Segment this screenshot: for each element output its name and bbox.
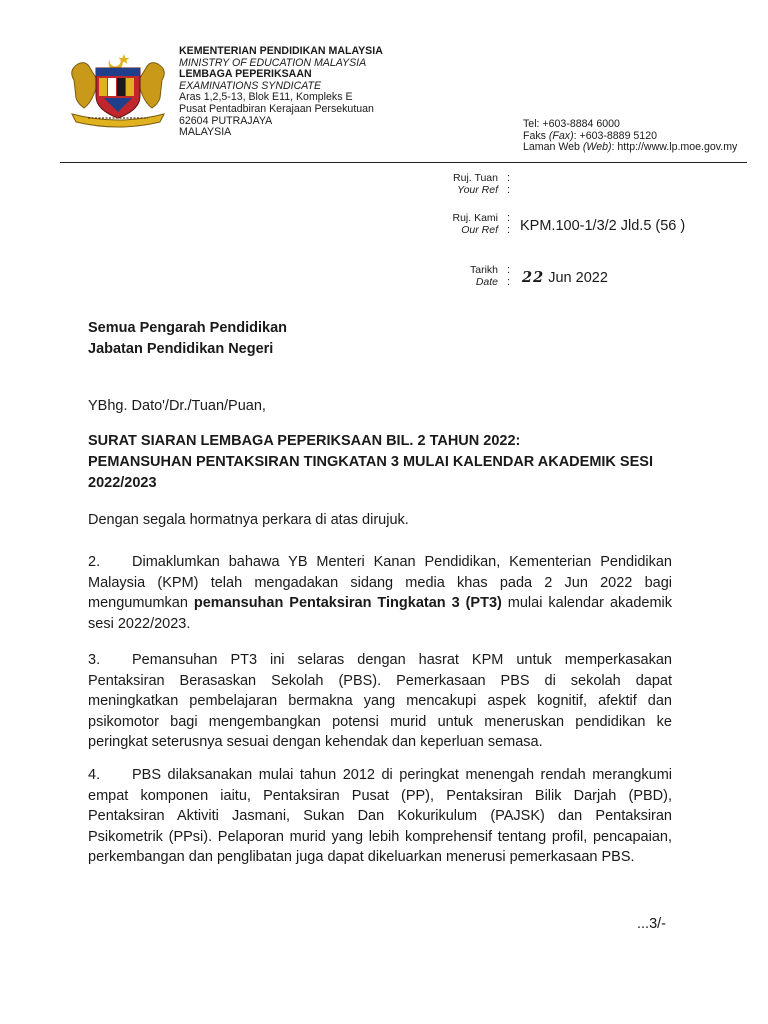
web-label: Laman Web — [523, 141, 583, 154]
colon: : — [507, 172, 511, 184]
subject-line: SURAT SIARAN LEMBAGA PEPERIKSAAN BIL. 2 TAHUN 2022: — [88, 433, 521, 449]
malaysia-coat-of-arms-logo — [66, 50, 170, 128]
date-colons — [507, 264, 510, 288]
date-day-handwritten: 22 — [522, 269, 545, 286]
org-line: 62604 PUTRAJAYA — [179, 114, 273, 127]
fax-label-en: (Fax) — [548, 129, 574, 142]
org-line: MALAYSIA — [179, 126, 232, 139]
paragraph-2 — [88, 552, 672, 634]
web-value: : http://www.lp.moe.gov.my — [611, 141, 738, 154]
our-ref-value: KPM.100-1/3/2 Jld.5 (56 ) — [520, 218, 686, 234]
letter-subject — [88, 431, 673, 494]
date-label-en: Date — [475, 276, 498, 288]
date-label — [438, 264, 498, 288]
paragraph-4 — [88, 765, 672, 868]
your-ref-colons — [507, 172, 510, 196]
page-continuation: ...3/- — [637, 916, 667, 932]
web-label-en: (Web) — [582, 141, 612, 154]
recipient-block — [88, 318, 287, 360]
fax-label: Faks — [523, 129, 549, 142]
paragraph-text: Dimaklumkan bahawa YB Menteri Kanan Pendidikan, Kementerian Pendidikan Malaysia (KPM) telah mengadakan sidang media khas pada 2 Jun 2022 bagi mengumumkan — [88, 554, 672, 612]
our-ref-label — [438, 212, 498, 236]
website — [523, 142, 737, 154]
date-month-year: Jun 2022 — [548, 270, 608, 286]
header-divider — [60, 162, 747, 163]
your-ref-label-ms: Ruj. Tuan — [453, 172, 498, 184]
date-value — [522, 269, 608, 286]
org-line: Pusat Pentadbiran Kerajaan Persekutuan — [179, 102, 374, 115]
your-ref-label-en: Your Ref — [457, 184, 498, 196]
colon: : — [507, 184, 511, 196]
your-ref-label — [438, 172, 498, 196]
org-line: KEMENTERIAN PENDIDIKAN MALAYSIA — [179, 45, 383, 57]
org-line: MINISTRY OF EDUCATION MALAYSIA — [179, 56, 367, 69]
paragraph-number: 2. — [88, 554, 101, 570]
paragraph-number: 4. — [88, 767, 101, 783]
paragraph-text: Pemansuhan PT3 ini selaras dengan hasrat KPM untuk memperkasakan Pentaksiran Berasaskan Sekolah (PBS). Pemerkasaan PBS di sekolah dapat meningkatkan pembelajaran bermakna yang mencakupi aspek kognitif, afektif dan psikomotor bagi mengembangkan potensi murid untuk meneruskan pendidikan ke peringkat seterusnya sesuai dengan kehendak dan keperluan semasa. — [88, 652, 672, 751]
contact-info — [523, 119, 737, 154]
paragraph-bold-text: pemansuhan Pentaksiran Tingkatan 3 (PT3) — [193, 595, 502, 612]
salutation: YBhg. Dato'/Dr./Tuan/Puan, — [88, 398, 266, 414]
our-ref-label-en: Our Ref — [461, 224, 498, 236]
fax-value: : +603-8889 5120 — [573, 129, 657, 142]
colon: : — [507, 212, 511, 224]
organisation-address — [179, 46, 383, 139]
recipient-line: Jabatan Pendidikan Negeri — [88, 341, 274, 357]
colon: : — [507, 276, 511, 288]
subject-line: PEMANSUHAN PENTAKSIRAN TINGKATAN 3 MULAI KALENDAR AKADEMIK SESI 2022/2023 — [88, 454, 653, 491]
telephone: Tel: +603-8884 6000 — [523, 118, 620, 130]
paragraph-number: 3. — [88, 652, 101, 668]
paragraph-3 — [88, 650, 672, 753]
paragraph-text: PBS dilaksanakan mulai tahun 2012 di peringkat menengah rendah merangkumi empat komponen iaitu, Pentaksiran Pusat (PP), Pentaksiran Bilik Darjah (PBD), Pentaksiran Aktiviti Jasmani, Sukan Dan Kokurikulum (PAJSK) dan Pentaksiran Psikometrik (PPsi). Pelaporan murid yang lebih komprehensif tentang profil, pencapaian, perkembangan dan penglibatan juga dapat dikeluarkan menerusi pemerkasaan PBS. — [88, 767, 672, 866]
our-ref-colons — [507, 212, 510, 236]
recipient-line: Semua Pengarah Pendidikan — [88, 320, 288, 336]
our-ref-label-ms: Ruj. Kami — [452, 212, 498, 224]
colon: : — [507, 224, 511, 236]
opening-greeting: Dengan segala hormatnya perkara di atas dirujuk. — [88, 512, 409, 528]
org-line: LEMBAGA PEPERIKSAAN — [179, 68, 312, 81]
date-label-ms: Tarikh — [469, 264, 498, 276]
org-line: Aras 1,2,5-13, Blok E11, Kompleks E — [179, 91, 353, 104]
paragraph-text: mulai kalendar akademik sesi 2022/2023. — [88, 595, 672, 632]
org-line: EXAMINATIONS SYNDICATE — [179, 79, 322, 92]
colon: : — [507, 264, 511, 276]
